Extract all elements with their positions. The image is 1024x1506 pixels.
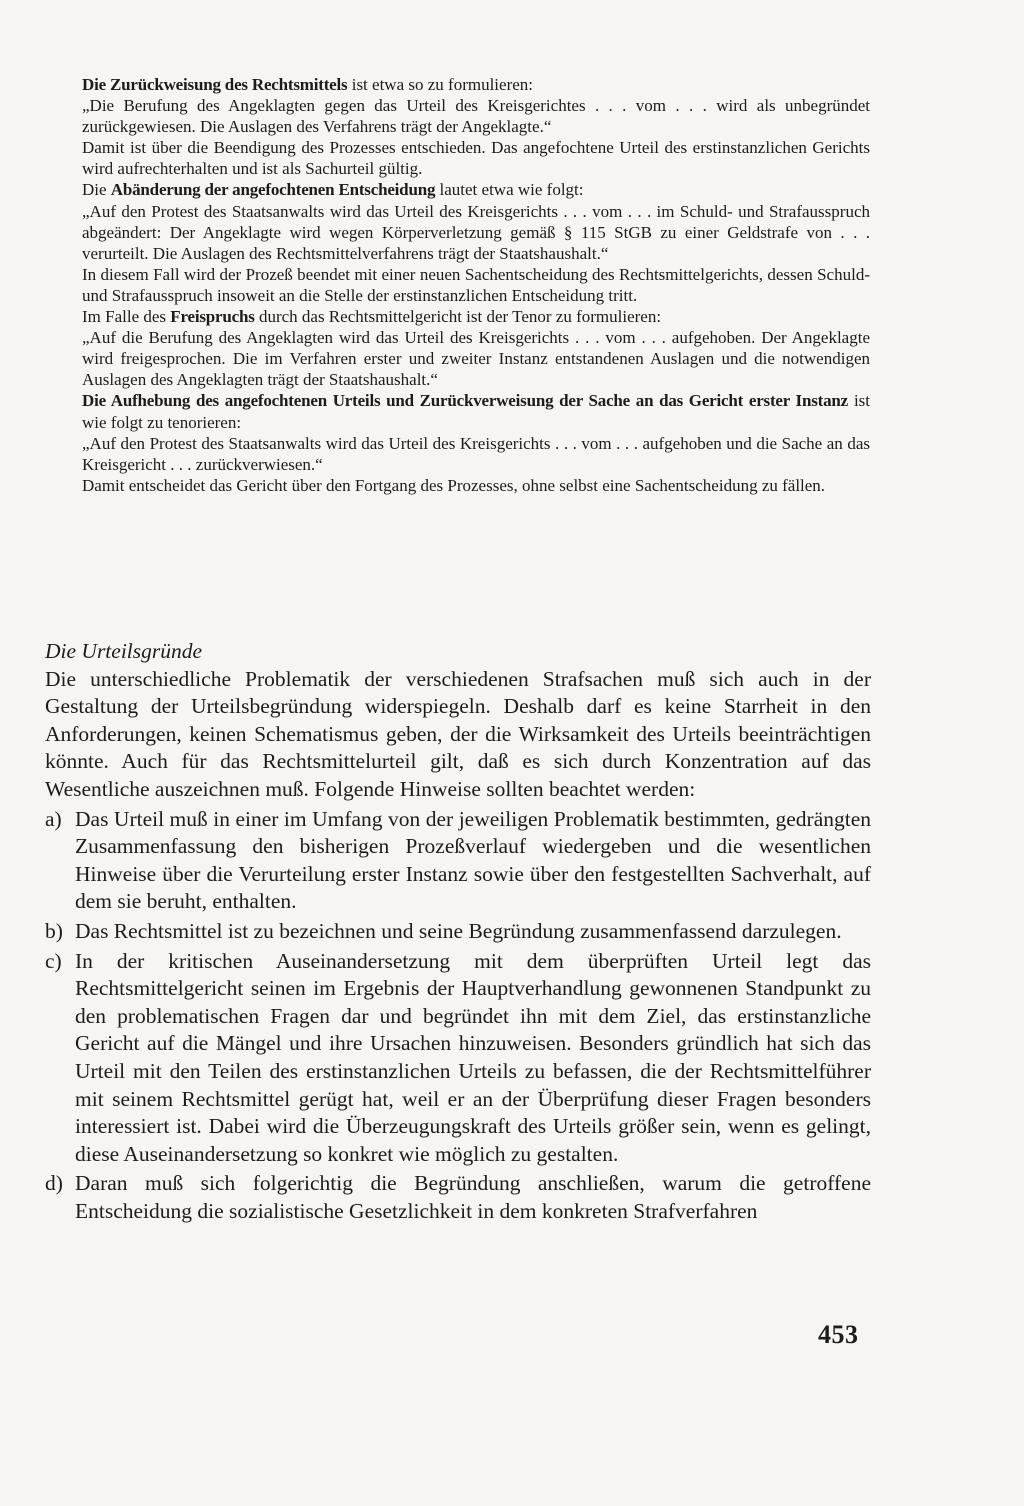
bold-term: Abänderung der angefochtenen Entscheidung — [110, 180, 436, 200]
paragraph: Im Falle des Freispruchs durch das Rechtsmittelgericht ist der Tenor zu formulieren: — [82, 307, 662, 327]
section-heading: Die Urteilsgründe — [45, 639, 203, 663]
page-number: 453 — [818, 1320, 859, 1349]
list-item-text: Das Rechtsmittel ist zu bezeichnen und seine Begründung zusammenfassend darzulegen. — [75, 918, 842, 943]
list-item — [45, 948, 871, 1169]
list-item-text: Das Urteil muß in einer im Umfang von der jeweiligen Problematik bestimmten, gedrängten Zusammenfassung den bisherigen Prozeßverlauf wiedergeben und die wesentlichen Hinweise über die Verurteilung erster Instanz sowie über den festgestellten Sachverhalt, auf dem sie beruht, enthalten. — [75, 806, 871, 914]
paragraph: Die Zurückweisung des Rechtsmittels ist etwa so zu formulieren: — [82, 75, 533, 94]
list-item-label: b) — [45, 918, 63, 943]
paragraph: Damit ist über die Beendigung des Prozesses entschieden. Das angefochtene Urteil des erstinstanzlichen Gerichts wird aufrechterhalten und ist als Sachurteil gültig. — [82, 138, 870, 179]
quoted-formula: „Auf den Protest des Staatsanwalts wird das Urteil des Kreisgerichts . . . vom . . . aufgehoben und die Sache an das Kreisgericht . . . zurückverwiesen.“ — [82, 433, 870, 474]
list-item — [45, 918, 871, 946]
list-item-text: In der kritischen Auseinandersetzung mit dem überprüften Urteil legt das Rechtsmittelgericht seinen im Ergebnis der Hauptverhandlung gewonnenen Standpunkt zu den problematischen Fragen dar und begründet ihn mit dem Ziel, das erstinstanzliche Gericht auf die Mängel und ihre Ursachen hinzuweisen. Besonders gründlich hat sich das Urteil mit den Teilen des erstinstanzlichen Urteils zu befassen, die der Rechtsmittelführer mit seinem Rechtsmittel gerügt hat, weil er an der Überprüfung dieser Fragen besonders interessiert ist. Dabei wird die Überzeugungskraft des Urteils größer sein, wenn es gelingt, diese Auseinandersetzung so konkret wie möglich zu gestalten. — [75, 948, 871, 1166]
sentence-formulations-block — [82, 74, 870, 496]
list-item-label: a) — [45, 806, 62, 831]
quoted-formula: „Die Berufung des Angeklagten gegen das Urteil des Kreisgerichtes . . . vom . . . wird als unbegründet zurückgewiesen. Die Auslagen des Verfahrens trägt der Angeklagte.“ — [82, 96, 870, 137]
paragraph: Damit entscheidet das Gericht über den Fortgang des Prozesses, ohne selbst eine Sachentscheidung zu fällen. — [82, 475, 826, 495]
quoted-formula: „Auf den Protest des Staatsanwalts wird das Urteil des Kreisgerichts . . . vom . . . im Schuld- und Strafausspruch abgeändert: Der Angeklagte wird wegen Körperverletzung gemäß § 115 StGB zu einer Geldstrafe von . . . verurteilt. Die Auslagen des Rechtsmittelverfahrens trägt der Staatshaushalt.“ — [82, 201, 870, 263]
list-item-label: c) — [45, 948, 62, 973]
paragraph: In diesem Fall wird der Prozeß beendet mit einer neuen Sachentscheidung des Rechtsmittelgerichts, dessen Schuld- und Strafausspruch insoweit an die Stelle der erstinstanzlichen Entscheidung tritt. — [82, 264, 870, 305]
list-item-text: Daran muß sich folgerichtig die Begründung anschließen, warum die getroffene Entscheidung die sozialistische Gesetzlichkeit in dem konkreten Strafverfahren — [75, 1171, 871, 1223]
urteilsgruende-section — [45, 638, 871, 1225]
list-item — [45, 1170, 871, 1225]
bold-term: Freispruchs — [170, 307, 255, 327]
paragraph: Die Abänderung der angefochtenen Entscheidung lautet etwa wie folgt: — [82, 180, 584, 200]
paragraph: Die Aufhebung des angefochtenen Urteils und Zurückverweisung der Sache an das Gericht erster Instanz ist wie folgt zu tenorieren: — [82, 391, 871, 432]
list-item-label: d) — [45, 1171, 63, 1196]
quoted-formula: „Auf die Berufung des Angeklagten wird das Urteil des Kreisgerichts . . . vom . . . aufgehoben. Der Angeklagte wird freigesprochen. Die im Verfahren erster und zweiter Instanz entstandenen Auslagen und die notwendigen Auslagen des Angeklagten trägt der Staatshaushalt.“ — [82, 328, 870, 390]
bold-term: Die Aufhebung des angefochtenen Urteils und Zurückverweisung der Sache an das Gericht erster Instanz — [82, 391, 848, 411]
list-item — [45, 806, 871, 916]
section-intro: Die unterschiedliche Problematik der verschiedenen Strafsachen muß sich auch in der Gestaltung der Urteilsbegründung widerspiegeln. Deshalb darf es keine Starrheit in den Anforderungen, keinen Schematismus geben, der die Wirksamkeit des Urteils beeinträchtigen könnte. Auch für das Rechtsmittelurteil gilt, daß es sich durch Konzentration auf das Wesentliche auszeichnen muß. Folgende Hinweise sollten beachtet werden: — [45, 666, 871, 801]
bold-term: Die Zurückweisung des Rechtsmittels — [82, 75, 348, 94]
